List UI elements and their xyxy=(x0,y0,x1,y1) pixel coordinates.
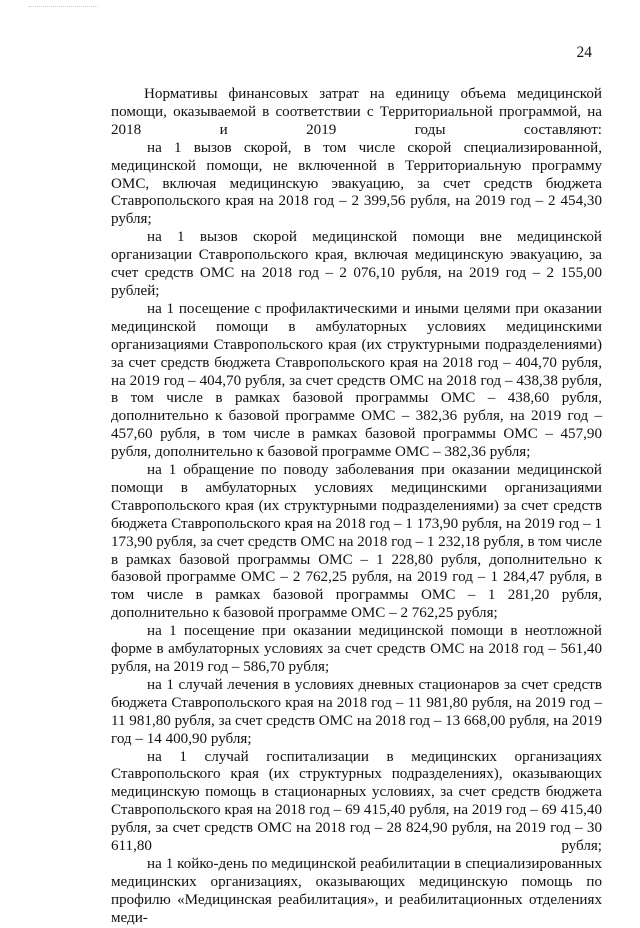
paragraph-day-hospital: на 1 случай лечения в условиях дневных стационаров за счет средств бюджета Ставропольского края на 2018 год – 11 981,80 рубля, на 2019 год – 11 981,80 рубля, за счет средств ОМС на 2018 год – 13 668,00 рубля, на 2019 год – 14 400,90 рубля; xyxy=(111,676,603,747)
paragraph-intro: Нормативы финансовых затрат на единицу объема медицинской помощи, оказываемой в соответствии с Территориальной программой, на 2018 и 2019 годы составляют: xyxy=(111,86,602,138)
paragraph-rehabilitation: на 1 койко-день по медицинской реабилитации в специализированных медицинских организациях, оказывающих медицинскую помощь по профилю «Медицинская реабилитация», и реабилитационных отделениях меди- xyxy=(111,855,602,926)
paragraph-disease-appeal: на 1 обращение по поводу заболевания при оказании медицинской помощи в амбулаторных условиях медицинскими организациями Ставропольского края (их структурными подразделениями) за счет средств бюджета Ставропольского края на 2018 год – 1 173,90 рубля, на 2019 год – 1 173,90 рубля, за счет средств ОМС на 2018 год – 1 232,18 рубля, в том числе в рамках базовой программы ОМС – 1 228,80 рубля, дополнительно к базовой программе ОМС – 2 762,25 рубля, на 2019 год – 1 284,47 рубля, в том числе в рамках базовой программы ОМС – 1 281,20 рубля, дополнительно к базовой программе ОМС – 2 762,25 рубля; xyxy=(111,462,602,622)
paragraph-preventive-visit: на 1 посещение с профилактическими и иными целями при оказании медицинской помощи в амбулаторных условиях медицинскими организациями Ставропольского края (их структурными подразделениями) за счет средств бюджета Ставропольского края на 2018 год – 404,70 рубля, на 2019 год – 404,70 рубля, за счет средств ОМС на 2018 год – 438,38 рубля, в том числе в рамках базовой программы ОМС – 438,60 рубля, дополнительно к базовой программе ОМС – 382,36 рубля, на 2019 год – 457,60 рубля, в том числе в рамках базовой программы ОМС – 457,90 рубля, дополнительно к базовой программе ОМС – 382,36 рубля; xyxy=(111,300,602,461)
paragraph-emergency-call-budget: на 1 вызов скорой, в том числе скорой специализированной, медицинской помощи, не включенной в Территориальную программу ОМС, включая медицинскую эвакуацию, за счет средств бюджета Ставропольского края на 2018 год – 2 399,56 рубля, на 2019 год – 2 454,30 рубля; xyxy=(111,139,602,228)
paragraph-hospitalization: на 1 случай госпитализации в медицинских организациях Ставропольского края (их структурных подразделениях), оказывающих медицинскую помощь в стационарных условиях, за счет средств бюджета Ставропольского края на 2018 год – 69 415,40 рубля, на 2019 год – 69 415,40 рубля, за счет средств ОМС на 2018 год – 28 824,90 рубля, на 2019 год – 30 611,80 рубля; xyxy=(111,748,602,855)
page-number: 24 xyxy=(576,44,592,61)
paragraph-urgent-visit: на 1 посещение при оказании медицинской помощи в неотложной форме в амбулаторных условиях за счет средств ОМС на 2018 год – 561,40 рубля, на 2019 год – 586,70 рубля; xyxy=(111,623,602,675)
scan-artifact xyxy=(28,6,98,11)
body-text xyxy=(111,86,602,928)
paragraph-emergency-call-oms: на 1 вызов скорой медицинской помощи вне медицинской организации Ставропольского края, включая медицинскую эвакуацию, за счет средств ОМС на 2018 год – 2 076,10 рубля, на 2019 год – 2 155,00 рублей; xyxy=(111,229,602,299)
